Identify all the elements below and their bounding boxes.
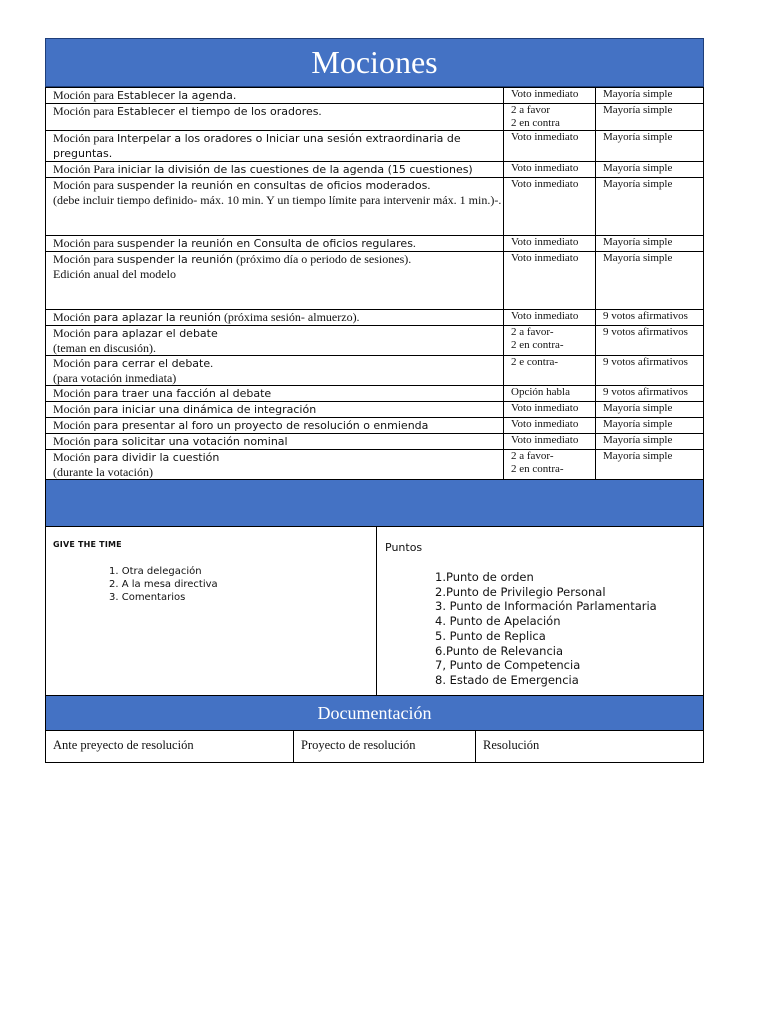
motion-majority: 9 votos afirmativos xyxy=(596,386,704,402)
motion-row xyxy=(46,236,704,252)
motion-vote-text-2: 2 en contra- xyxy=(511,463,564,475)
punto-item: 6.Punto de Relevancia xyxy=(435,643,564,658)
motion-majority: Mayoría simple xyxy=(596,402,704,418)
motion-vote-text: Voto inmediato xyxy=(511,418,579,430)
motion-prefix: Moción xyxy=(53,310,94,324)
motion-row xyxy=(46,402,704,418)
motion-row xyxy=(46,356,704,386)
motion-prefix: Moción para xyxy=(53,236,117,250)
documentacion-row xyxy=(45,731,704,763)
points-section xyxy=(45,527,704,696)
punto-item: 7, Punto de Competencia xyxy=(435,658,581,673)
motion-note: (próximo día o periodo de sesiones). xyxy=(232,252,412,266)
motion-vote xyxy=(504,252,596,310)
motion-vote-text: Voto inmediato xyxy=(511,310,579,322)
motion-majority: 9 votos afirmativos xyxy=(596,326,704,356)
motion-row xyxy=(46,418,704,434)
motion-prefix: Moción xyxy=(53,418,94,432)
motion-vote-text: Voto inmediato xyxy=(511,162,579,174)
motion-extra: Edición anual del modelo xyxy=(53,267,176,281)
motion-row xyxy=(46,178,704,236)
motion-prefix: Moción xyxy=(53,326,94,340)
doc-cell: Resolución xyxy=(483,738,540,752)
motion-note: . xyxy=(318,104,322,118)
motion-prefix: Moción Para xyxy=(53,162,118,176)
motion-vote xyxy=(504,236,596,252)
motion-vote-text-2: 2 en contra xyxy=(511,117,560,129)
motion-row xyxy=(46,252,704,310)
give-the-time-title: GIVE THE TIME xyxy=(53,540,122,549)
motion-description xyxy=(46,310,504,326)
motion-vote-text: 2 a favor- xyxy=(511,326,554,338)
motion-name: Establecer el tiempo de los oradores xyxy=(116,105,319,118)
give-the-time-item: 3. Comentarios xyxy=(109,592,186,603)
motion-vote-text: Voto inmediato xyxy=(511,252,579,264)
motion-majority: Mayoría simple xyxy=(596,236,704,252)
motion-name: suspender la reunión xyxy=(116,253,233,266)
puntos-panel xyxy=(377,527,703,695)
give-the-time-panel xyxy=(46,527,377,695)
motion-row xyxy=(46,434,704,450)
motion-extra: (durante la votación) xyxy=(53,465,153,479)
doc-cell: Proyecto de resolución xyxy=(294,731,476,762)
motion-description xyxy=(46,104,504,131)
motion-description xyxy=(46,386,504,402)
motion-majority: 9 votos afirmativos xyxy=(596,356,704,386)
motion-majority: Mayoría simple xyxy=(596,162,704,178)
give-the-time-item: 2. A la mesa directiva xyxy=(109,579,218,590)
motion-vote-text-2: 2 en contra- xyxy=(511,339,564,351)
motion-prefix: Moción xyxy=(53,434,94,448)
motion-note: . xyxy=(412,236,416,250)
puntos-title: Puntos xyxy=(385,541,423,554)
motion-row xyxy=(46,450,704,480)
motion-description xyxy=(46,162,504,178)
motion-vote-text: 2 a favor xyxy=(511,104,551,116)
motions-sheet xyxy=(45,38,704,763)
motion-name: para solicitar una votación nominal xyxy=(93,435,288,448)
motion-vote-text: 2 a favor- xyxy=(511,450,554,462)
motion-description xyxy=(46,356,504,386)
motion-prefix: Moción para xyxy=(53,104,117,118)
motion-name: suspender la reunión en Consulta de oficios regulares xyxy=(116,237,413,250)
punto-item: 2.Punto de Privilegio Personal xyxy=(435,584,606,599)
motion-name: para presentar al foro un proyecto de resolución o enmienda xyxy=(93,419,429,432)
motion-description xyxy=(46,326,504,356)
motion-description xyxy=(46,252,504,310)
motion-vote-text: 2 e contra- xyxy=(511,356,559,368)
motion-row xyxy=(46,104,704,131)
motion-note: . xyxy=(210,356,214,370)
motion-prefix: Moción xyxy=(53,386,94,400)
motion-vote xyxy=(504,88,596,104)
motion-extra: (para votación inmediata) xyxy=(53,371,177,385)
motion-vote xyxy=(504,104,596,131)
motion-vote-text: Voto inmediato xyxy=(511,88,579,100)
motion-vote xyxy=(504,386,596,402)
motion-majority: Mayoría simple xyxy=(596,104,704,131)
motion-description xyxy=(46,418,504,434)
motion-majority: Mayoría simple xyxy=(596,88,704,104)
punto-item: 3. Punto de Información Parlamentaria xyxy=(435,599,657,614)
motion-vote-text: Voto inmediato xyxy=(511,178,579,190)
motion-majority: Mayoría simple xyxy=(596,252,704,310)
motion-description xyxy=(46,178,504,236)
motion-prefix: Moción para xyxy=(53,252,117,266)
motion-name: para aplazar la reunión xyxy=(93,311,221,324)
motion-vote xyxy=(504,162,596,178)
motion-prefix: Moción para xyxy=(53,178,117,192)
motion-vote xyxy=(504,450,596,480)
motion-vote-text: Voto inmediato xyxy=(511,434,579,446)
motion-majority: Mayoría simple xyxy=(596,418,704,434)
motion-name: para cerrar el debate xyxy=(93,357,211,370)
motion-name: Interpelar a los oradores o Iniciar una sesión extraordinaria de preguntas. xyxy=(53,132,461,160)
motion-vote xyxy=(504,434,596,450)
motion-extra: (debe incluir tiempo definido- máx. 10 min. Y un tiempo límite para intervenir máx. 1 min.)-. xyxy=(53,193,502,207)
motion-majority: 9 votos afirmativos xyxy=(596,310,704,326)
motion-majority: Mayoría simple xyxy=(596,131,704,162)
punto-item: 1.Punto de orden xyxy=(435,570,534,584)
motion-note: (próxima sesión- almuerzo). xyxy=(220,310,360,324)
motion-name: para iniciar una dinámica de integración xyxy=(93,403,317,416)
puntos-list xyxy=(435,570,657,688)
punto-item: 5. Punto de Replica xyxy=(435,628,546,643)
motion-name: para dividir la cuestión xyxy=(93,451,220,464)
motion-prefix: Moción para xyxy=(53,131,117,145)
motion-name: suspender la reunión en consultas de oficios moderados xyxy=(116,179,428,192)
motion-note: . xyxy=(427,178,431,192)
motion-vote xyxy=(504,178,596,236)
motion-vote xyxy=(504,326,596,356)
motion-row xyxy=(46,386,704,402)
section-divider-band xyxy=(45,480,704,527)
motion-prefix: Moción xyxy=(53,356,94,370)
motion-prefix: Moción para xyxy=(53,88,117,102)
motion-description xyxy=(46,236,504,252)
motion-vote-text: Voto inmediato xyxy=(511,131,579,143)
motion-majority: Mayoría simple xyxy=(596,450,704,480)
give-the-time-list xyxy=(109,565,218,604)
punto-item: 8. Estado de Emergencia xyxy=(435,672,579,687)
motion-name: Establecer la agenda. xyxy=(116,89,237,102)
motion-vote xyxy=(504,131,596,162)
motion-row xyxy=(46,162,704,178)
punto-item: 4. Punto de Apelación xyxy=(435,614,561,629)
motion-row xyxy=(46,310,704,326)
motion-vote xyxy=(504,356,596,386)
motion-vote xyxy=(504,418,596,434)
motions-title: Mociones xyxy=(45,38,704,87)
motion-description xyxy=(46,402,504,418)
motion-prefix: Moción xyxy=(53,450,94,464)
motion-vote-text: Voto inmediato xyxy=(511,236,579,248)
motion-extra: (teman en discusión). xyxy=(53,341,156,355)
motion-name: iniciar la división de las cuestiones de la agenda (15 cuestiones) xyxy=(117,163,473,176)
motion-majority: Mayoría simple xyxy=(596,434,704,450)
motion-row xyxy=(46,131,704,162)
give-the-time-item: 1. Otra delegación xyxy=(109,566,202,577)
doc-cell: Ante preyecto de resolución xyxy=(46,731,294,762)
motion-row xyxy=(46,88,704,104)
motion-row xyxy=(46,326,704,356)
motion-prefix: Moción xyxy=(53,402,94,416)
documentacion-title: Documentación xyxy=(45,696,704,731)
motion-name: para aplazar el debate xyxy=(93,327,218,340)
motion-description xyxy=(46,434,504,450)
motion-vote xyxy=(504,310,596,326)
motion-name: para traer una facción al debate xyxy=(93,387,272,400)
motions-table xyxy=(45,87,704,480)
motion-description xyxy=(46,88,504,104)
motion-description xyxy=(46,131,504,162)
motion-vote xyxy=(504,402,596,418)
motion-majority: Mayoría simple xyxy=(596,178,704,236)
motion-vote-text: Voto inmediato xyxy=(511,402,579,414)
motion-description xyxy=(46,450,504,480)
motion-vote-text: Opción habla xyxy=(511,386,570,398)
